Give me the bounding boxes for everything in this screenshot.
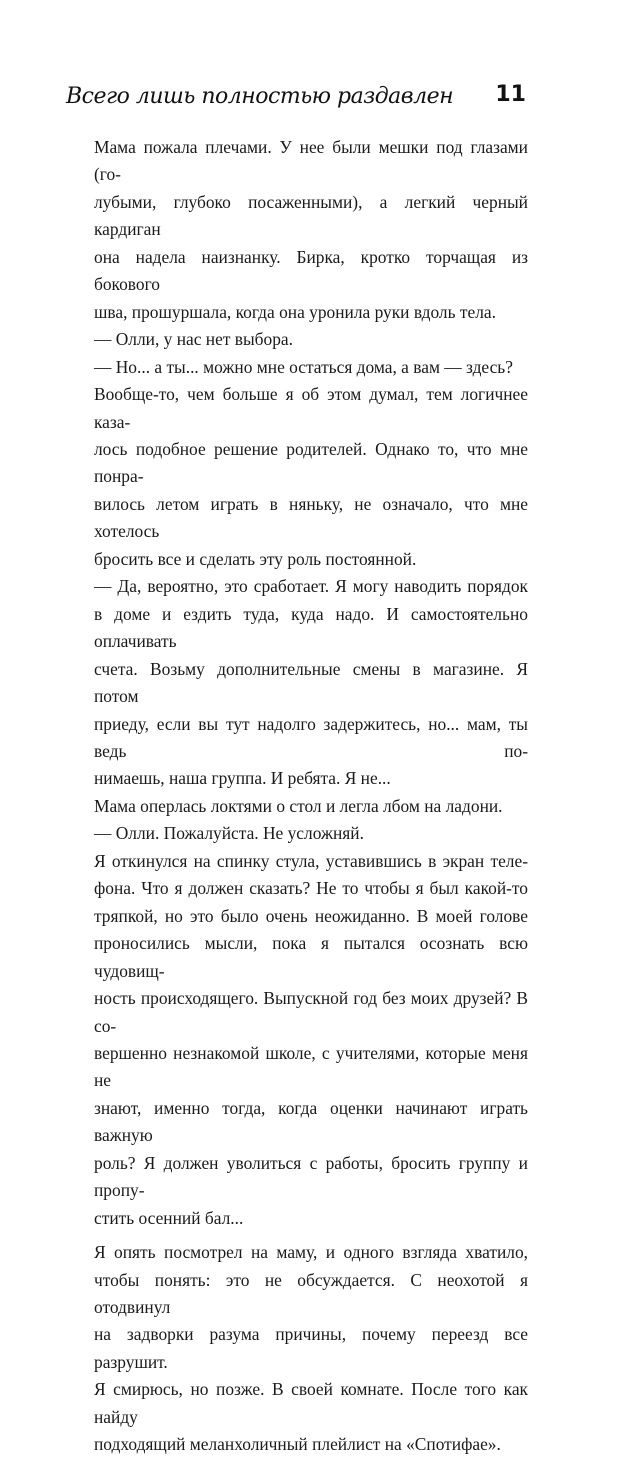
text-line: приеду, если вы тут надолго задержитесь, но... мам, ты ведь по- — [94, 713, 528, 761]
text-line: Мама оперлась локтями о стол и легла лбом на ладони. — [94, 795, 503, 816]
text-line: Вообще-то, чем больше я об этом думал, тем логичнее каза- — [94, 384, 528, 432]
text-line: — Но... а ты... можно мне остаться дома, а вам — здесь? — [94, 356, 513, 377]
text-line: подходящий меланхоличный плейлист на «Спотифае». — [94, 1434, 501, 1455]
text-line: фона. Что я должен сказать? Не то чтобы я был какой-то — [94, 878, 528, 899]
page-header — [66, 76, 526, 116]
text-line: на задворки разума причины, почему переезд все разрушит. — [94, 1324, 528, 1372]
text-line: Я опять посмотрел на маму, и одного взгляда хватило, — [94, 1242, 528, 1263]
text-line: бросить все и сделать эту роль постоянной. — [94, 548, 417, 569]
body-text — [94, 134, 528, 1459]
text-line: счета. Возьму дополнительные смены в магазине. Я потом — [94, 658, 528, 707]
text-line: Мама пожала плечами. У нее были мешки под глазами (го- — [94, 137, 528, 185]
text-line: Я откинулся на спинку стула, уставившись в экран теле- — [94, 850, 528, 871]
text-line: она надела наизнанку. Бирка, кротко торчащая из бокового — [94, 246, 528, 295]
text-line: в доме и ездить туда, куда надо. И самостоятельно оплачивать — [94, 603, 528, 652]
text-line: вершенно незнакомой школе, с учителями, которые меня не — [94, 1042, 528, 1091]
text-line: роль? Я должен уволиться с работы, бросить группу и пропу- — [94, 1152, 528, 1201]
text-line: тряпкой, но это было очень неожиданно. В моей голове — [94, 905, 528, 926]
text-line: знают, именно тогда, когда оценки начинают играть важную — [94, 1097, 528, 1146]
text-line: нимаешь, наша группа. И ребята. Я не... — [94, 768, 391, 789]
text-line: шва, прошуршала, когда она уронила руки вдоль тела. — [94, 301, 496, 322]
text-line: — Олли. Пожалуйста. Не усложняй. — [94, 823, 364, 844]
text-line: чтобы понять: это не обсуждается. С неохотой я отодвинул — [94, 1269, 528, 1318]
page-number: 11 — [495, 82, 526, 107]
text-line: — Олли, у нас нет выбора. — [94, 329, 293, 350]
text-line: проносились мысли, пока я пытался осознать всю чудовищ- — [94, 933, 528, 981]
text-line: лубыми, глубоко посаженными), а легкий черный кардиган — [94, 191, 528, 240]
text-line: — Да, вероятно, это сработает. Я могу наводить порядок — [94, 576, 528, 597]
text-line: ность происходящего. Выпускной год без моих друзей? В со- — [94, 988, 528, 1036]
text-line: Я смирюсь, но позже. В своей комнате. После того как найду — [94, 1379, 528, 1427]
text-line: стить осенний бал... — [94, 1207, 244, 1228]
running-title: Всего лишь полностью раздавлен — [66, 84, 454, 109]
text-line: лось подобное решение родителей. Однако то, что мне понра- — [94, 438, 528, 487]
text-line: вилось летом играть в няньку, не означало, что мне хотелось — [94, 493, 528, 542]
